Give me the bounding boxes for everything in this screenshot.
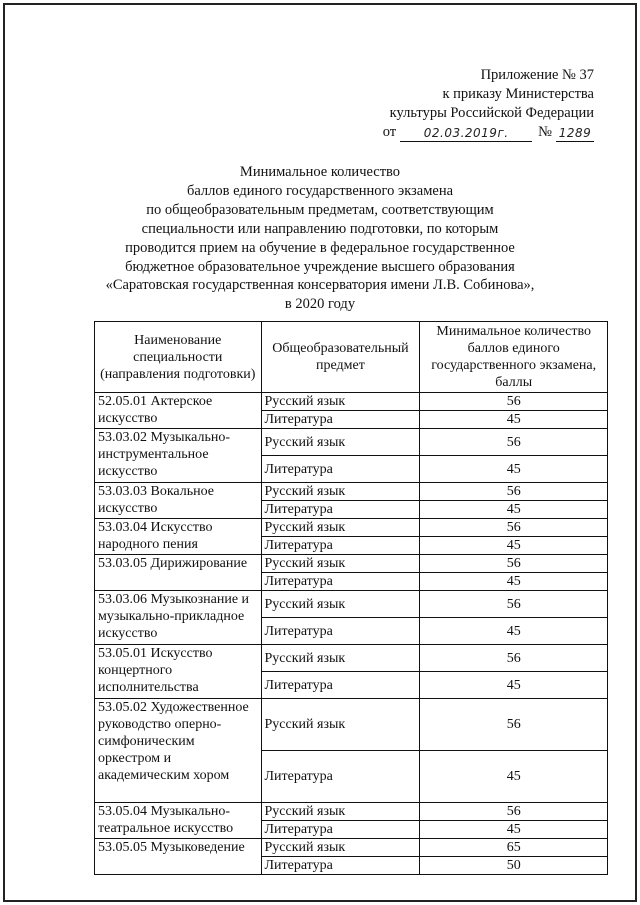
scores-table [94, 321, 608, 875]
specialty-name: 53.05.05 Музыковедение [95, 839, 262, 875]
title-line: бюджетное образовательное учреждение высшего образования [125, 258, 515, 275]
score-cell: 45 [420, 501, 608, 519]
title-line: в 2020 году [284, 296, 356, 313]
annex-header [364, 66, 594, 142]
score-cell: 45 [420, 672, 608, 699]
table-row [95, 393, 608, 411]
title-line: специальности или направлению подготовки, по которым [141, 220, 499, 237]
from-label: от [382, 124, 397, 140]
score-cell: 56 [420, 803, 608, 821]
subject-cell: Литература [261, 618, 420, 645]
score-cell: 56 [420, 519, 608, 537]
header-specialty: Наименование специальности (направления подготовки) [95, 322, 262, 393]
subject-cell: Литература [261, 672, 420, 699]
score-cell: 45 [420, 456, 608, 483]
score-cell: 45 [420, 618, 608, 645]
specialty-name: 53.03.04 Искусство народного пения [95, 519, 262, 555]
subject-cell: Литература [261, 573, 420, 591]
title-line: баллов единого государственного экзамена [186, 182, 454, 199]
subject-cell: Литература [261, 537, 420, 555]
score-cell: 56 [420, 555, 608, 573]
specialty-name: 53.05.04 Музыкально-театральное искусство [95, 803, 262, 839]
header-min-score: Минимальное количество баллов единого государственного экзамена, баллы [420, 322, 608, 393]
title-line: проводится прием на обучение в федеральное государственное [125, 239, 515, 256]
subject-cell: Русский язык [261, 591, 420, 618]
score-cell: 56 [420, 591, 608, 618]
title-line: «Саратовская государственная консерватория имени Л.В. Собинова», [105, 277, 535, 294]
table-header-row [95, 322, 608, 393]
subject-cell: Литература [261, 857, 420, 875]
header-subject: Общеобразовательный предмет [261, 322, 420, 393]
subject-cell: Литература [261, 751, 420, 803]
handwritten-date: 02.03.2019г. [400, 125, 532, 142]
subject-cell: Русский язык [261, 645, 420, 672]
score-cell: 56 [420, 645, 608, 672]
document-title [60, 163, 580, 314]
specialty-name: 53.03.06 Музыкознание и музыкально-прикладное искусство [95, 591, 262, 645]
table-row [95, 645, 608, 672]
table-row [95, 483, 608, 501]
table-row [95, 699, 608, 751]
table-row [95, 839, 608, 857]
score-cell: 45 [420, 537, 608, 555]
specialty-name: 53.03.05 Дирижирование [95, 555, 262, 591]
score-cell: 50 [420, 857, 608, 875]
subject-cell: Русский язык [261, 803, 420, 821]
subject-cell: Литература [261, 821, 420, 839]
score-cell: 45 [420, 573, 608, 591]
score-cell: 56 [420, 429, 608, 456]
specialty-name: 53.05.02 Художественное руководство оперно-симфоническим оркестром и академическим хором [95, 699, 262, 803]
specialty-name: 52.05.01 Актерское искусство [95, 393, 262, 429]
score-cell: 56 [420, 699, 608, 751]
score-cell: 56 [420, 393, 608, 411]
score-cell: 45 [420, 751, 608, 803]
score-cell: 56 [420, 483, 608, 501]
specialty-name: 53.03.03 Вокальное искусство [95, 483, 262, 519]
table-body [95, 393, 608, 875]
handwritten-number: 1289 [556, 125, 594, 142]
number-label: № [538, 124, 552, 140]
subject-cell: Русский язык [261, 699, 420, 751]
table-row [95, 803, 608, 821]
subject-cell: Русский язык [261, 839, 420, 857]
subject-cell: Русский язык [261, 519, 420, 537]
table-row [95, 591, 608, 618]
annex-ministry: культуры Российской Федерации [389, 105, 594, 121]
subject-cell: Литература [261, 501, 420, 519]
table-row [95, 429, 608, 456]
annex-title: Приложение № 37 [480, 67, 594, 83]
title-line: по общеобразовательным предметам, соответствующим [146, 201, 494, 218]
subject-cell: Русский язык [261, 483, 420, 501]
score-cell: 45 [420, 821, 608, 839]
subject-cell: Литература [261, 456, 420, 483]
score-cell: 45 [420, 411, 608, 429]
subject-cell: Русский язык [261, 429, 420, 456]
score-cell: 65 [420, 839, 608, 857]
table-row [95, 519, 608, 537]
annex-order-ref: к приказу Министерства [442, 86, 594, 102]
subject-cell: Русский язык [261, 555, 420, 573]
subject-cell: Русский язык [261, 393, 420, 411]
specialty-name: 53.03.02 Музыкально-инструментальное искусство [95, 429, 262, 483]
annex-date-number-line [364, 123, 594, 142]
specialty-name: 53.05.01 Искусство концертного исполнительства [95, 645, 262, 699]
title-line: Минимальное количество [239, 164, 401, 180]
subject-cell: Литература [261, 411, 420, 429]
table-row [95, 555, 608, 573]
